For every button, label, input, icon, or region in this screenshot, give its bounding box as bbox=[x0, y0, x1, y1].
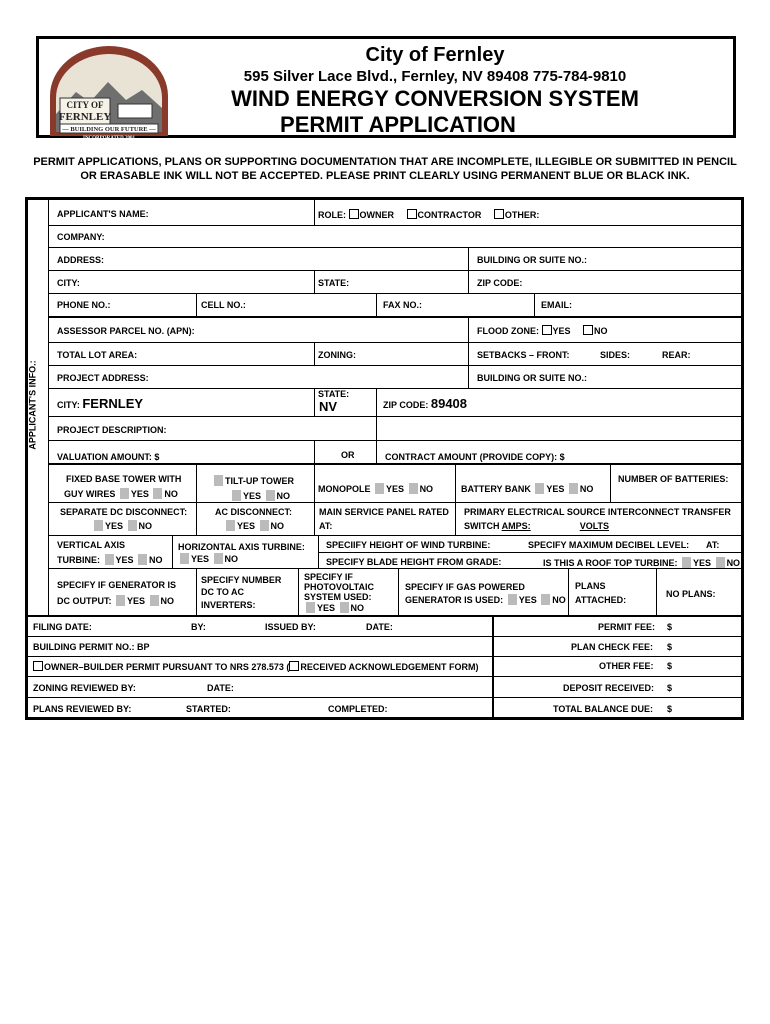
building-suite-label: BUILDING OR SUITE NO.: bbox=[477, 255, 587, 265]
flood-no-label: NO bbox=[594, 326, 608, 336]
phone-label: PHONE NO.: bbox=[57, 300, 111, 310]
horizontal-no: NO bbox=[224, 554, 239, 564]
other-checkbox[interactable] bbox=[494, 209, 504, 219]
other-fee-label: OTHER FEE: bbox=[599, 661, 654, 671]
tilt-up-yn bbox=[230, 490, 290, 501]
flood-no-checkbox[interactable] bbox=[583, 325, 593, 335]
at-label: AT: bbox=[706, 540, 720, 550]
vertical-axis-label: VERTICAL AXIS bbox=[57, 540, 126, 550]
inverters-label-1: SPECIFY NUMBER bbox=[201, 575, 282, 585]
num-batteries-label: NUMBER OF BATTERIES: bbox=[618, 474, 729, 484]
project-city bbox=[57, 396, 143, 411]
project-zip-label: ZIP CODE: bbox=[383, 400, 429, 410]
battery-yes: YES bbox=[546, 484, 565, 494]
pv-label-3: SYSTEM USED: bbox=[304, 592, 372, 602]
generator-no-box[interactable] bbox=[150, 595, 159, 606]
city-label: CITY: bbox=[57, 278, 80, 288]
ac-disc-yn bbox=[224, 520, 284, 531]
permit-fee-label: PERMIT FEE: bbox=[598, 622, 656, 632]
svg-text:FERNLEY: FERNLEY bbox=[58, 111, 112, 123]
battery-bank-label: BATTERY BANK bbox=[461, 484, 531, 494]
pv-label-1: SPECIFY IF bbox=[304, 572, 353, 582]
inverters-label-3: INVERTERS: bbox=[201, 600, 256, 610]
monopole-group bbox=[318, 483, 433, 494]
guy-wires-group bbox=[64, 488, 178, 499]
sides-label: SIDES: bbox=[600, 350, 631, 360]
monopole-label: MONOPOLE bbox=[318, 484, 371, 494]
sep-dc-no: NO bbox=[138, 521, 153, 531]
company-label: COMPANY: bbox=[57, 232, 105, 242]
project-address-label: PROJECT ADDRESS: bbox=[57, 373, 149, 383]
vertical-no: NO bbox=[149, 555, 163, 565]
side-label: APPLICANT'S INFO.: bbox=[27, 360, 38, 450]
flood-yes-label: YES bbox=[552, 326, 571, 336]
address-label: ADDRESS: bbox=[57, 255, 105, 265]
tilt-up-yes: YES bbox=[243, 491, 262, 501]
roof-yes-box[interactable] bbox=[682, 557, 691, 568]
roof-no: NO bbox=[726, 558, 741, 568]
generator-yes-box[interactable] bbox=[116, 595, 125, 606]
battery-yes-box[interactable] bbox=[535, 483, 544, 494]
plans-label: PLANS bbox=[575, 581, 606, 591]
lot-area-label: TOTAL LOT AREA: bbox=[57, 350, 138, 360]
switch-group bbox=[464, 521, 609, 531]
monopole-no-box[interactable] bbox=[409, 483, 418, 494]
plan-check-fee-label: PLAN CHECK FEE: bbox=[571, 642, 654, 652]
height-label: SPECIIFY HEIGHT OF WIND TURBINE: bbox=[326, 540, 491, 550]
completed-label: COMPLETED: bbox=[328, 704, 388, 714]
form-subtitle: PERMIT APPLICATION bbox=[280, 112, 516, 137]
project-city-label: CITY: bbox=[57, 400, 80, 410]
tilt-up-group bbox=[212, 475, 294, 486]
plan-check-dollar: $ bbox=[667, 642, 673, 652]
building-suite2-label: BUILDING OR SUITE NO.: bbox=[477, 373, 587, 383]
city-name: City of Fernley bbox=[365, 44, 505, 66]
pv-yn bbox=[304, 602, 364, 613]
tilt-up-yes-box[interactable] bbox=[232, 490, 241, 501]
monopole-no: NO bbox=[419, 484, 434, 494]
date-label: DATE: bbox=[366, 622, 393, 632]
flood-yes-checkbox[interactable] bbox=[542, 325, 552, 335]
vertical-yes: YES bbox=[115, 555, 134, 565]
other-label: OTHER: bbox=[504, 210, 540, 220]
deposit-dollar: $ bbox=[667, 683, 673, 693]
fixed-base-label: FIXED BASE TOWER WITH bbox=[66, 474, 182, 484]
project-state-value[interactable]: NV bbox=[319, 399, 338, 414]
by-label: BY: bbox=[191, 622, 206, 632]
total-balance-label: TOTAL BALANCE DUE: bbox=[553, 704, 653, 714]
state-label: STATE: bbox=[318, 278, 350, 288]
pv-no: NO bbox=[350, 603, 365, 613]
pv-no-box[interactable] bbox=[340, 602, 349, 613]
tilt-up-no-box[interactable] bbox=[266, 490, 275, 501]
fax-label: FAX NO.: bbox=[383, 300, 423, 310]
svg-text:— BUILDING OUR FUTURE —: — BUILDING OUR FUTURE — bbox=[62, 126, 156, 133]
zoning-reviewed-label: ZONING REVIEWED BY: bbox=[33, 683, 136, 693]
generator-yes: YES bbox=[127, 596, 146, 606]
deposit-label: DEPOSIT RECEIVED: bbox=[563, 683, 655, 693]
role-label: ROLE: bbox=[318, 210, 346, 220]
svg-text:CITY OF: CITY OF bbox=[66, 100, 104, 110]
permit-fee-dollar: $ bbox=[667, 622, 673, 632]
gas-group bbox=[405, 594, 566, 605]
zip-label: ZIP CODE: bbox=[477, 278, 523, 288]
no-plans-label: NO PLANS: bbox=[666, 589, 716, 599]
received-ack-label: RECEIVED ACKNOWLEDGEMENT FORM) bbox=[300, 662, 479, 672]
form-title: WIND ENERGY CONVERSION SYSTEM bbox=[231, 86, 639, 111]
flood-zone-group bbox=[477, 325, 608, 336]
gas-no: NO bbox=[552, 595, 566, 605]
battery-no-box[interactable] bbox=[569, 483, 578, 494]
cell-label: CELL NO.: bbox=[201, 300, 246, 310]
pv-yes-box[interactable] bbox=[306, 602, 315, 613]
ac-disc-label: AC DISCONNECT: bbox=[215, 507, 293, 517]
horizontal-yn bbox=[178, 553, 238, 564]
guy-wires-label: GUY WIRES bbox=[64, 489, 116, 499]
pv-yes: YES bbox=[317, 603, 336, 613]
tilt-up-label: TILT-UP TOWER bbox=[225, 476, 294, 486]
vertical-turbine-group bbox=[57, 554, 163, 565]
applicant-name-label: APPLICANT'S NAME: bbox=[57, 209, 149, 219]
owner-builder-group bbox=[33, 661, 479, 672]
svg-text:INCORPORATED 2001: INCORPORATED 2001 bbox=[83, 136, 135, 140]
date2-label: DATE: bbox=[207, 683, 234, 693]
vertical-no-box[interactable] bbox=[138, 554, 147, 565]
owner-label: OWNER bbox=[359, 210, 395, 220]
role-group bbox=[318, 209, 539, 220]
sep-dc-no-box[interactable] bbox=[128, 520, 137, 531]
started-label: STARTED: bbox=[186, 704, 231, 714]
setbacks-front-label: SETBACKS – FRONT: bbox=[477, 350, 570, 360]
guy-wires-yes: YES bbox=[130, 489, 149, 499]
horizontal-axis-label: HORIZONTAL AXIS TURBINE: bbox=[178, 542, 305, 552]
battery-bank-group bbox=[461, 483, 593, 494]
generator-label: SPECIFY IF GENERATOR IS bbox=[57, 580, 177, 590]
ac-disc-yes: YES bbox=[237, 521, 256, 531]
ac-disc-no-box[interactable] bbox=[260, 520, 269, 531]
issued-by-label: ISSUED BY: bbox=[265, 622, 316, 632]
amps-label: AMPS: bbox=[501, 521, 531, 531]
plans-attached-label: ATTACHED: bbox=[575, 595, 627, 605]
inverters-label-2: DC TO AC bbox=[201, 587, 245, 597]
project-zip bbox=[383, 396, 467, 411]
battery-no: NO bbox=[579, 484, 594, 494]
roof-top-group bbox=[543, 557, 740, 568]
primary-source-label: PRIMARY ELECTRICAL SOURCE INTERCONNECT TRANSFER bbox=[464, 507, 731, 517]
contractor-label: CONTRACTOR bbox=[417, 210, 482, 220]
blade-label: SPECIFY BLADE HEIGHT FROM GRADE: bbox=[326, 557, 502, 567]
project-state-label: STATE: bbox=[318, 389, 350, 399]
building-permit-label: BUILDING PERMIT NO.: BP bbox=[33, 642, 150, 652]
guy-wires-no-box[interactable] bbox=[153, 488, 162, 499]
sep-dc-label: SEPARATE DC DISCONNECT: bbox=[60, 507, 188, 517]
horizontal-yes: YES bbox=[191, 554, 210, 564]
gas-used-label: GENERATOR IS USED: bbox=[405, 595, 504, 605]
flood-zone-label: FLOOD ZONE: bbox=[477, 326, 539, 336]
email-label: EMAIL: bbox=[541, 300, 572, 310]
ac-disc-yes-box[interactable] bbox=[226, 520, 235, 531]
total-balance-dollar: $ bbox=[667, 704, 673, 714]
project-city-value[interactable]: FERNLEY bbox=[82, 396, 144, 411]
tilt-up-no: NO bbox=[276, 491, 291, 501]
owner-checkbox[interactable] bbox=[349, 209, 359, 219]
city-address: 595 Silver Lace Blvd., Fernley, NV 89408 775-784-9810 bbox=[243, 68, 627, 85]
horizontal-no-box[interactable] bbox=[214, 553, 223, 564]
gas-no-box[interactable] bbox=[541, 594, 550, 605]
city-seal-logo bbox=[46, 44, 172, 140]
apn-label: ASSESSOR PARCEL NO. (APN): bbox=[57, 326, 195, 336]
volts-label: VOLTS bbox=[579, 521, 610, 531]
horizontal-yes-box[interactable] bbox=[180, 553, 189, 564]
received-ack-checkbox[interactable] bbox=[289, 661, 299, 671]
sep-dc-yes-box[interactable] bbox=[94, 520, 103, 531]
pv-label-2: PHOTOVOLTAIC bbox=[304, 582, 375, 592]
filing-date-label: FILING DATE: bbox=[33, 622, 92, 632]
zoning-label: ZONING: bbox=[318, 350, 356, 360]
roof-no-box[interactable] bbox=[716, 557, 725, 568]
sep-dc-yn bbox=[92, 520, 152, 531]
project-zip-value[interactable]: 89408 bbox=[430, 396, 468, 411]
plans-reviewed-label: PLANS REVIEWED BY: bbox=[33, 704, 132, 714]
notice-text: PERMIT APPLICATIONS, PLANS OR SUPPORTING DOCUMENTATION THAT ARE INCOMPLETE, ILLEGIBLE OR SUBMITTED IN PENCIL OR ERASABLE INK WILL NOT BE ACCEPTED. PLEASE PRINT CLEARLY USING PERMANENT BLUE OR BLACK INK. bbox=[33, 156, 737, 182]
rear-label: REAR: bbox=[662, 350, 691, 360]
contract-amount-label: CONTRACT AMOUNT (PROVIDE COPY): $ bbox=[385, 452, 565, 462]
owner-builder-checkbox[interactable] bbox=[33, 661, 43, 671]
decibel-label: SPECIFY MAXIMUM DECIBEL LEVEL: bbox=[528, 540, 690, 550]
guy-wires-no: NO bbox=[164, 489, 178, 499]
or-label: OR bbox=[341, 450, 355, 460]
main-panel-at: AT: bbox=[319, 521, 333, 531]
roof-yes: YES bbox=[693, 558, 712, 568]
sep-dc-yes: YES bbox=[105, 521, 124, 531]
guy-wires-yes-box[interactable] bbox=[120, 488, 129, 499]
contractor-checkbox[interactable] bbox=[407, 209, 417, 219]
vertical-turbine-label: TURBINE: bbox=[57, 555, 100, 565]
roof-top-label: IS THIS A ROOF TOP TURBINE: bbox=[543, 558, 678, 568]
gas-yes-box[interactable] bbox=[508, 594, 517, 605]
ac-disc-no: NO bbox=[270, 521, 285, 531]
generator-dc-group bbox=[57, 595, 174, 606]
gas-yes: YES bbox=[518, 595, 537, 605]
project-description-label: PROJECT DESCRIPTION: bbox=[57, 425, 167, 435]
generator-dc-label: DC OUTPUT: bbox=[57, 596, 112, 606]
generator-no: NO bbox=[160, 596, 175, 606]
vertical-yes-box[interactable] bbox=[105, 554, 114, 565]
other-fee-dollar: $ bbox=[667, 661, 673, 671]
monopole-yes: YES bbox=[386, 484, 405, 494]
main-panel-label: MAIN SERVICE PANEL RATED bbox=[319, 507, 449, 517]
switch-label: SWITCH bbox=[464, 521, 500, 531]
gas-label: SPECIFY IF GAS POWERED bbox=[405, 582, 525, 592]
valuation-label: VALUATION AMOUNT: $ bbox=[57, 452, 160, 462]
monopole-yes-box[interactable] bbox=[375, 483, 384, 494]
owner-builder-label: OWNER–BUILDER PERMIT PURSUANT TO NRS 278.573 ( bbox=[44, 662, 290, 672]
tilt-up-box[interactable] bbox=[214, 475, 223, 486]
